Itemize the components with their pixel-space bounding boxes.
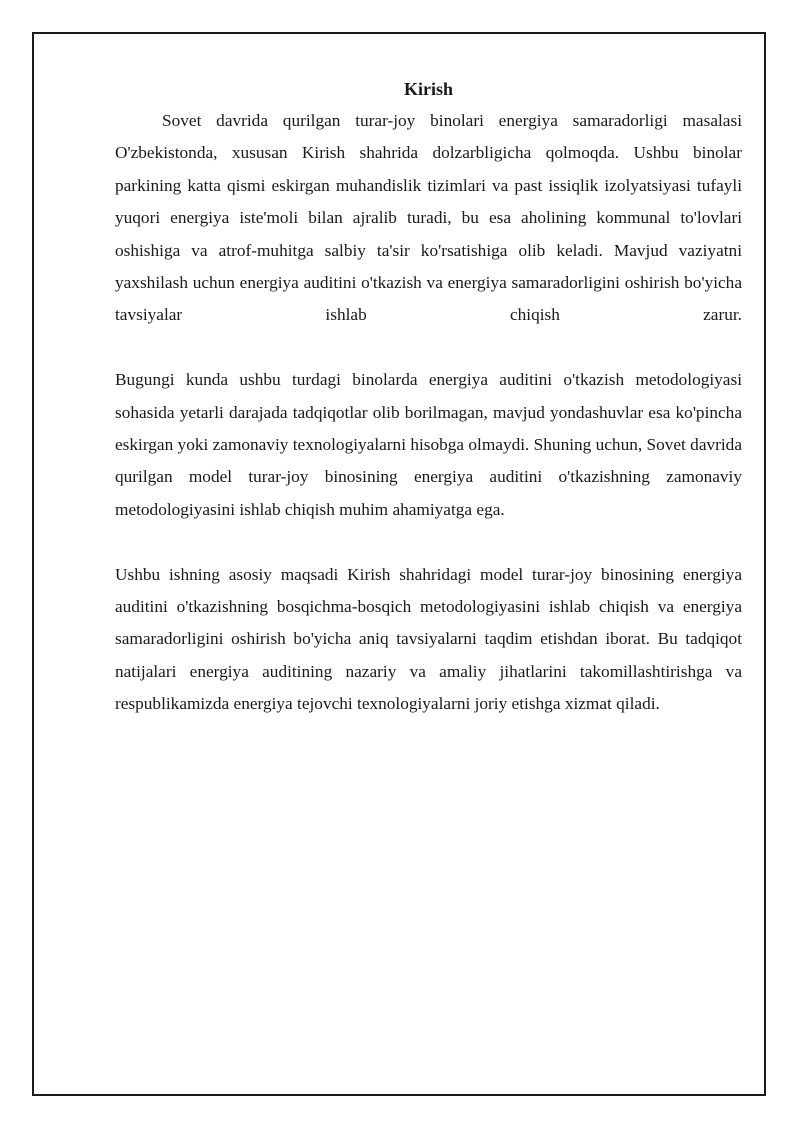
paragraph-1: Sovet davrida qurilgan turar-joy binolari energiya samaradorligi masalasi O'zbekistonda, xususan Kirish shahrida dolzarbligicha qolmoqda. Ushbu binolar parkining katta qismi eskirgan muhandislik tizimlari va past issiqlik izolyatsiyasi tufayli yuqori energiya iste'moli bilan ajralib turadi, bu esa aholining kommunal to'lovlari oshishiga va atrof-muhitga salbiy ta'sir ko'rsatishiga olib keladi. Mavjud vaziyatni yaxshilash uchun energiya auditini o'tkazish va energiya samaradorligini oshirish bo'yicha tavsiyalar ishlab chiqish zarur.	[115, 111, 742, 325]
document-title: Kirish	[403, 79, 453, 99]
paragraph-2: Bugungi kunda ushbu turdagi binolarda energiya auditini o'tkazish metodologiyasi sohasida yetarli darajada tadqiqotlar olib borilmagan, mavjud yondashuvlar esa ko'pincha eskirgan yoki zamonaviy texnologiyalarni hisobga olmaydi. Shuning uchun, Sovet davrida qurilgan model turar-joy binosining energiya auditini o'tkazishning zamonaviy metodologiyasini ishlab chiqish muhim ahamiyatga ega.	[115, 370, 742, 519]
paragraph-gap	[115, 332, 742, 364]
paragraph-3: Ushbu ishning asosiy maqsadi Kirish shahridagi model turar-joy binosining energiya auditini o'tkazishning bosqichma-bosqich metodologiyasini ishlab chiqish va energiya samaradorligini oshirish bo'yicha aniq tavsiyalarni taqdim etishdan iborat. Bu tadqiqot natijalari energiya auditining nazariy va amaliy jihatlarini takomillashtirishga va respublikamizda energiya tejovchi texnologiyalarni joriy etishga xizmat qiladi.	[115, 564, 742, 714]
document-body	[115, 73, 742, 721]
paragraph-gap	[115, 526, 742, 558]
